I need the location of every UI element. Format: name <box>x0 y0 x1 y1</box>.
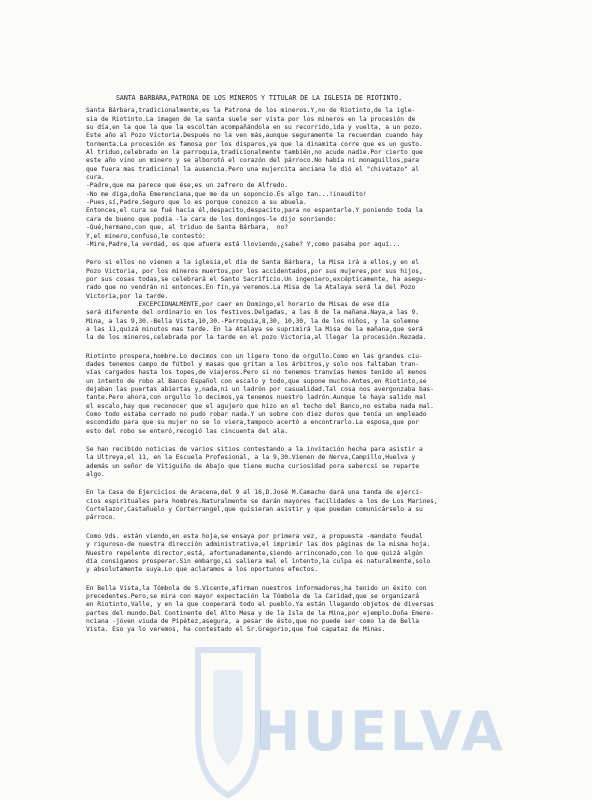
text-line: la Ultreya,el 11, en la Escuela Profesional, a la 9,30.Vienen de Nerva,Campillo,Huelva y <box>86 454 416 462</box>
text-line: cara de bueno que podía -la cara de los domingos-le dijo sonriendo: <box>86 215 337 223</box>
text-line: EXCEPCIONALMENTE,por caer en Domingo,el horario de Misas de ese día <box>86 300 390 308</box>
text-line: Y,el minero,confuso,le contestó: <box>86 232 206 240</box>
text-line: Cortelazor,Castañuelo y Corterrangel,que quisieran asistir y que puedan comunicárselo a su <box>86 506 423 514</box>
text-line: precedentes.Pero,se mira con mayor expectación la Tómbola de la Caridad,que se organizará <box>86 592 419 600</box>
text-line: esto del robo se enteró,recogió las cincuenta del ala. <box>86 427 289 435</box>
text-line: Nuestro repelente director,está, afortunadamente,siendo arrinconado,con lo que quizá algún <box>86 549 423 557</box>
text-line: tante.Pero ahora,con orgullo lo decimos,ya tenemos nuestro ladrón.Aunque le haya salido mal <box>86 394 427 402</box>
paragraph <box>86 353 518 436</box>
text-line: en Riotinto,Valle, y en la que cooperará todo el pueblo.Ya están llegando objetos de diversas <box>86 601 434 609</box>
text-line: cios espirituales para hombres.Naturalmente se darán mayores facilidades a los de Los Marines, <box>86 497 438 505</box>
document-paragraphs <box>86 107 518 634</box>
text-line: Entonces,el cura se fué hacia él,despacito,despacito,para no espantarle.Y poniendo toda la <box>86 207 423 215</box>
paragraph <box>86 585 518 635</box>
text-line: Este año al Pozo Victoria.Después no la ven más,aunque seguramente la recuerdan cuando hay <box>86 132 423 140</box>
text-line: además un señor de Vitiguiño de Abajo que tiene mucha curiosidad pora sabercsi se reparte <box>86 462 419 470</box>
text-line: nciana -jóven viuda de Pipétez,asegura, a pesar de ésto,que no puede ser como la de Bella <box>86 617 419 625</box>
text-line: rado que no vendrán ni entonces.En fín,ya veremos.La Misa de la Atalaya será la del Pozo <box>86 284 416 292</box>
text-line: -Mire,Padre,la verdad, es que afuera está lloviendo,¿sabe? Y,como pasaba por aquí... <box>86 240 401 248</box>
text-line: Santa Bárbara,tradicionalmente,es la Patrona de los mineros.Y,no de Riotinto,de la igle- <box>86 107 416 115</box>
text-line: este año vino un minero y se alborotó el corazón del párroco.No había ni monaguillos,para <box>86 157 419 165</box>
text-line: En Bella Vista,la Tómbola de S.Vicente,afirman nuestros informadores,ha tenido un éxito con <box>86 584 427 592</box>
text-line: -Pues,sí,Padre.Seguro que lo es porque conozco a su abuela. <box>86 199 307 207</box>
text-line: partes del mundo.Del Continente del Alto Mesa y de la Isla de la Mina,por ejemplo.Doña Emere- <box>86 609 434 617</box>
text-line: Como Vds. están viendo,en esta hoja,se ensaya por primera vez, a propuesta -mandato feudal <box>86 532 423 540</box>
text-line: y riguroso-de nuestra dirección administrativa,el imprimir las dos páginas de la misma hoja. <box>86 541 431 549</box>
text-line: su día,en la que la que la escoltan acompañándola en su recorrido,ida y vuelta, a un pozo. <box>86 124 423 132</box>
paragraph <box>86 107 518 249</box>
text-line: algo. <box>86 471 105 479</box>
paragraph <box>86 446 518 479</box>
text-line: Se han recibido noticias de varios sitios contestando a la invitación hecha para asistir a <box>86 446 423 454</box>
text-line: Pozo Victoria, por los mineros muertos,por los accidentados,por sus mujeres,por sus hijos, <box>86 267 423 275</box>
text-line: vías cargados hasta los topes,de viajeros.Pero si no tenemos tranvías hemos tenido al menos <box>86 369 427 377</box>
text-line: Como todo estaba cerrado no pudo robar nada.Y un sobre con diez duros que tenía un empleado <box>86 411 427 419</box>
text-line: Riotinto prospera,hombre.Lo decimos con un ligero tono de orgullo.Como en las grandes ciu- <box>86 352 423 360</box>
text-line: -Padre,que ma parece que ése,es un zafrero de Alfredo. <box>86 182 289 190</box>
text-line: Victoria,por la tarde. <box>86 292 169 300</box>
text-line: dejaban las puertas abiertas y,nada,ni un ladrón por casualidad.Tal cosa nos avergonzaba bas- <box>86 386 434 393</box>
text-line: -Qué,hermano,con que, al triduo de Santa Bárbara, no? <box>86 224 289 232</box>
document-title: SANTA BARBARA,PATRONA DE LOS MINEROS Y TITULAR DE LA IGLESIA DE RIOTINTO. <box>116 94 403 102</box>
paragraph <box>86 489 518 522</box>
text-line: Al triduo,celebrado en la parroquia,tradicionalmente también,no acude nadie.Por cierto que <box>86 149 423 157</box>
text-line: dades tenemos campo de fútbol y masas que gritan a los árbitros,y solo nos faltaban tran- <box>86 360 419 368</box>
watermark-text: HUELVA <box>255 700 506 763</box>
text-line: el escalo,hay que reconocer que el agujero que hizo en el techo del Banco,no estaba nada mal. <box>86 402 434 410</box>
paragraph <box>86 259 518 342</box>
text-line: que fuera mas tradicional la ausencia.Pero una mujercita anciana le dió el "chivatazo" al <box>86 165 419 173</box>
text-line: En la Casa de Ejercicios de Aracena,del 9 al 16,D.José M.Camacho dará una tanda de ejerci- <box>86 489 423 497</box>
paragraph <box>86 533 518 575</box>
text-line: día consigamos prosperar.Sin embargo,si saliera mal el intento,la culpa es naturalmente,solo <box>86 557 431 565</box>
document-body <box>86 94 518 645</box>
text-line: por sus cosas todas,se celebrará el Santo Sacrificio.Un ingeniero,excépticamente, ha asegu- <box>86 275 427 283</box>
text-line: un intento de robo al Banco Español con escalo y todo,que supone mucho.Antes,en Riotinto,se <box>86 377 427 385</box>
text-line: tormenta.La procesión es famosa por los disparos,ya que la dinamita corre que es un gusto. <box>86 140 423 148</box>
text-line: Mina, a las 9,30.-Bella Vista,10,30.-Parroquia,8,30, 10,30, la de los niños, y la solemne <box>86 317 419 325</box>
text-line: escondido para que su mujer no se lo viera,tampoco acertó a encontrarlo.La esposa,que por <box>86 419 419 427</box>
text-line: Pero si ellos no vienen a la iglesia,el día de Santa Bárbara, la Misa irá a ellos,y en el <box>86 259 419 267</box>
text-line: la de los mineros,celebrada por la tarde en el pozo Victoria,al llegar la procesión.Rezada. <box>86 334 427 342</box>
text-line: y absolutamente suya.Lo que aclaramos a los oportunos efectos. <box>86 566 318 574</box>
text-line: -No me diga,doña Emerenciana,que me da un soponcio.Es algo tan...!inaudito! <box>86 190 367 198</box>
text-line: sia de Riotinto.La imagen de la santa suele ser vista por los mineros en la procesión de <box>86 115 416 123</box>
text-line: párroco. <box>86 514 116 522</box>
text-line: a las 11,quizá minutos mas tarde. En la Atalaya se suprimirá la Misa de la mañana,que será <box>86 325 423 333</box>
text-line: Vista. Eso ya lo veremos, ha contestado el Sr.Gregorio,que fué capataz de Minas. <box>86 626 386 634</box>
text-line: será diferente del ordinario en los festivos.Delgadas, a las 8 de la mañana.Naya,a las 9. <box>86 309 419 317</box>
text-line: cura. <box>86 174 105 182</box>
